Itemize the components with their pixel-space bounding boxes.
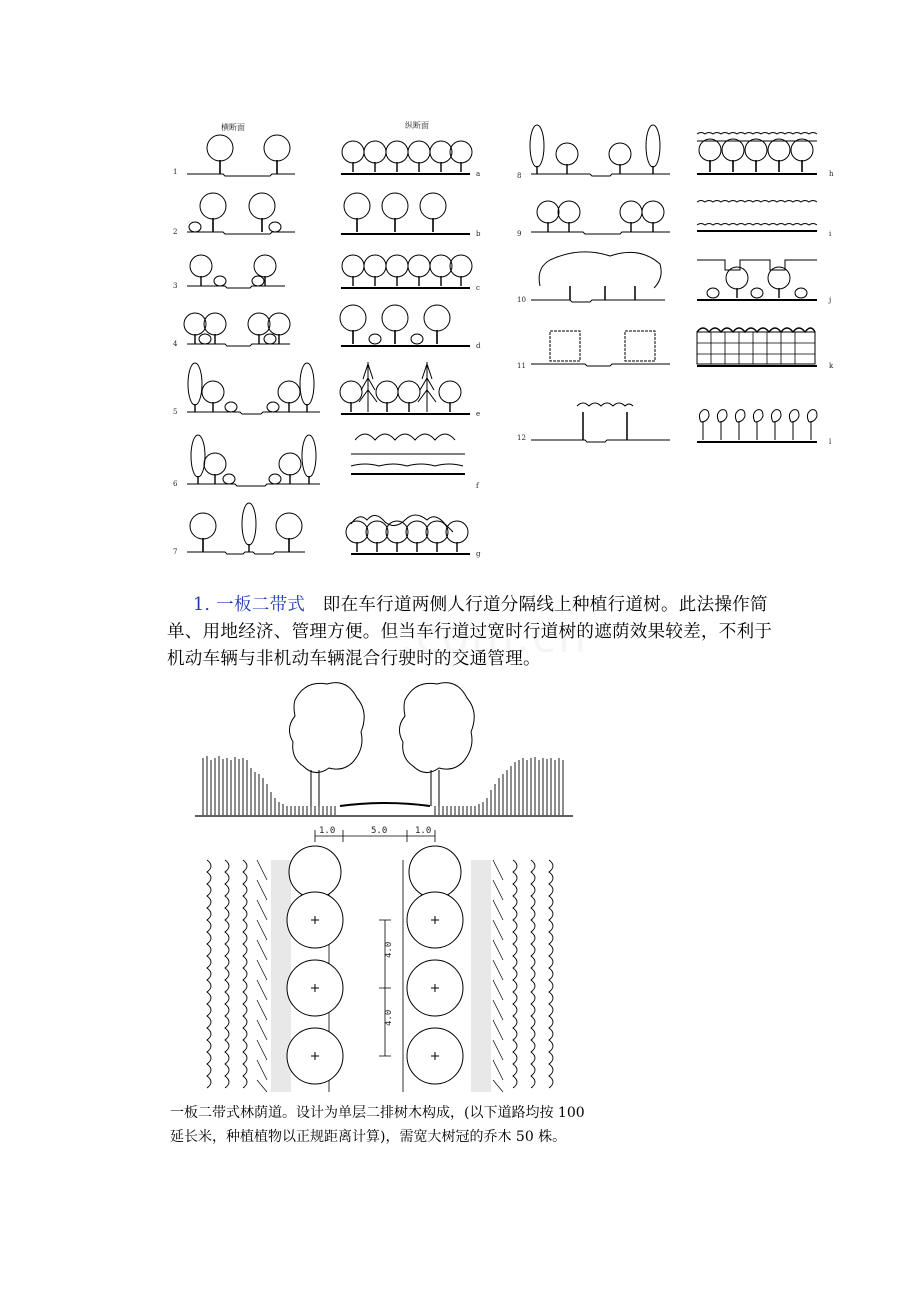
section-number: 1. bbox=[193, 595, 211, 615]
row-number-2: 2 bbox=[173, 228, 178, 236]
figure-caption bbox=[170, 1101, 690, 1149]
dim-carriageway: 5.0 bbox=[371, 826, 388, 836]
row-number-5: 5 bbox=[173, 408, 178, 416]
street-section-svg bbox=[165, 110, 855, 570]
dim-left-sidewalk: 1.0 bbox=[319, 826, 336, 836]
intro-paragraph bbox=[167, 592, 787, 673]
row-letter-k: k bbox=[829, 362, 834, 370]
row-number-8: 8 bbox=[517, 172, 522, 180]
row-number-1: 1 bbox=[173, 168, 178, 176]
longitudinal-header: 纵断面 bbox=[405, 121, 429, 130]
caption-line-1: 一板二带式林荫道。设计为单层二排树木构成，(以下道路均按 100 bbox=[170, 1105, 585, 1121]
row-letter-e: e bbox=[476, 410, 481, 418]
row-number-4: 4 bbox=[173, 340, 178, 348]
row-number-7: 7 bbox=[173, 548, 178, 556]
row-letter-d: d bbox=[476, 342, 481, 350]
row-number-9: 9 bbox=[517, 230, 522, 238]
row-letter-g: g bbox=[476, 550, 481, 558]
row-number-6: 6 bbox=[173, 480, 178, 488]
row-number-3: 3 bbox=[173, 282, 178, 290]
dim-spacing-2: 4.0 bbox=[384, 1009, 394, 1026]
dim-right-sidewalk: 1.0 bbox=[415, 826, 432, 836]
row-letter-c: c bbox=[476, 284, 480, 292]
cross-section-header: 横断面 bbox=[221, 123, 245, 132]
row-number-10: 10 bbox=[517, 296, 526, 304]
section-body: 即在车行道两侧人行道分隔线上种植行道树。此法操作简单、用地经济、管理方便。但当车行道过宽时行道树的遮荫效果较差，不利于机动车辆与非机动车辆混合行驶时的交通管理。 bbox=[167, 595, 773, 669]
row-letter-b: b bbox=[476, 230, 481, 238]
row-letter-f: f bbox=[476, 482, 479, 490]
street-section-diagram bbox=[165, 110, 855, 570]
row-letter-h: h bbox=[829, 170, 834, 178]
row-number-11: 11 bbox=[517, 362, 526, 370]
row-letter-j: j bbox=[829, 296, 832, 304]
boulevard-plan-svg bbox=[195, 680, 575, 1095]
boulevard-plan-figure bbox=[195, 680, 575, 1095]
row-letter-a: a bbox=[476, 170, 481, 178]
dim-spacing-1: 4.0 bbox=[384, 941, 394, 958]
caption-line-2: 延长米，种植植物以正规距离计算)，需宽大树冠的乔木 50 株。 bbox=[170, 1129, 567, 1145]
row-number-12: 12 bbox=[517, 434, 526, 442]
row-letter-l: l bbox=[829, 438, 832, 446]
row-letter-i: i bbox=[829, 230, 832, 238]
section-heading: 一板二带式 bbox=[216, 595, 306, 615]
